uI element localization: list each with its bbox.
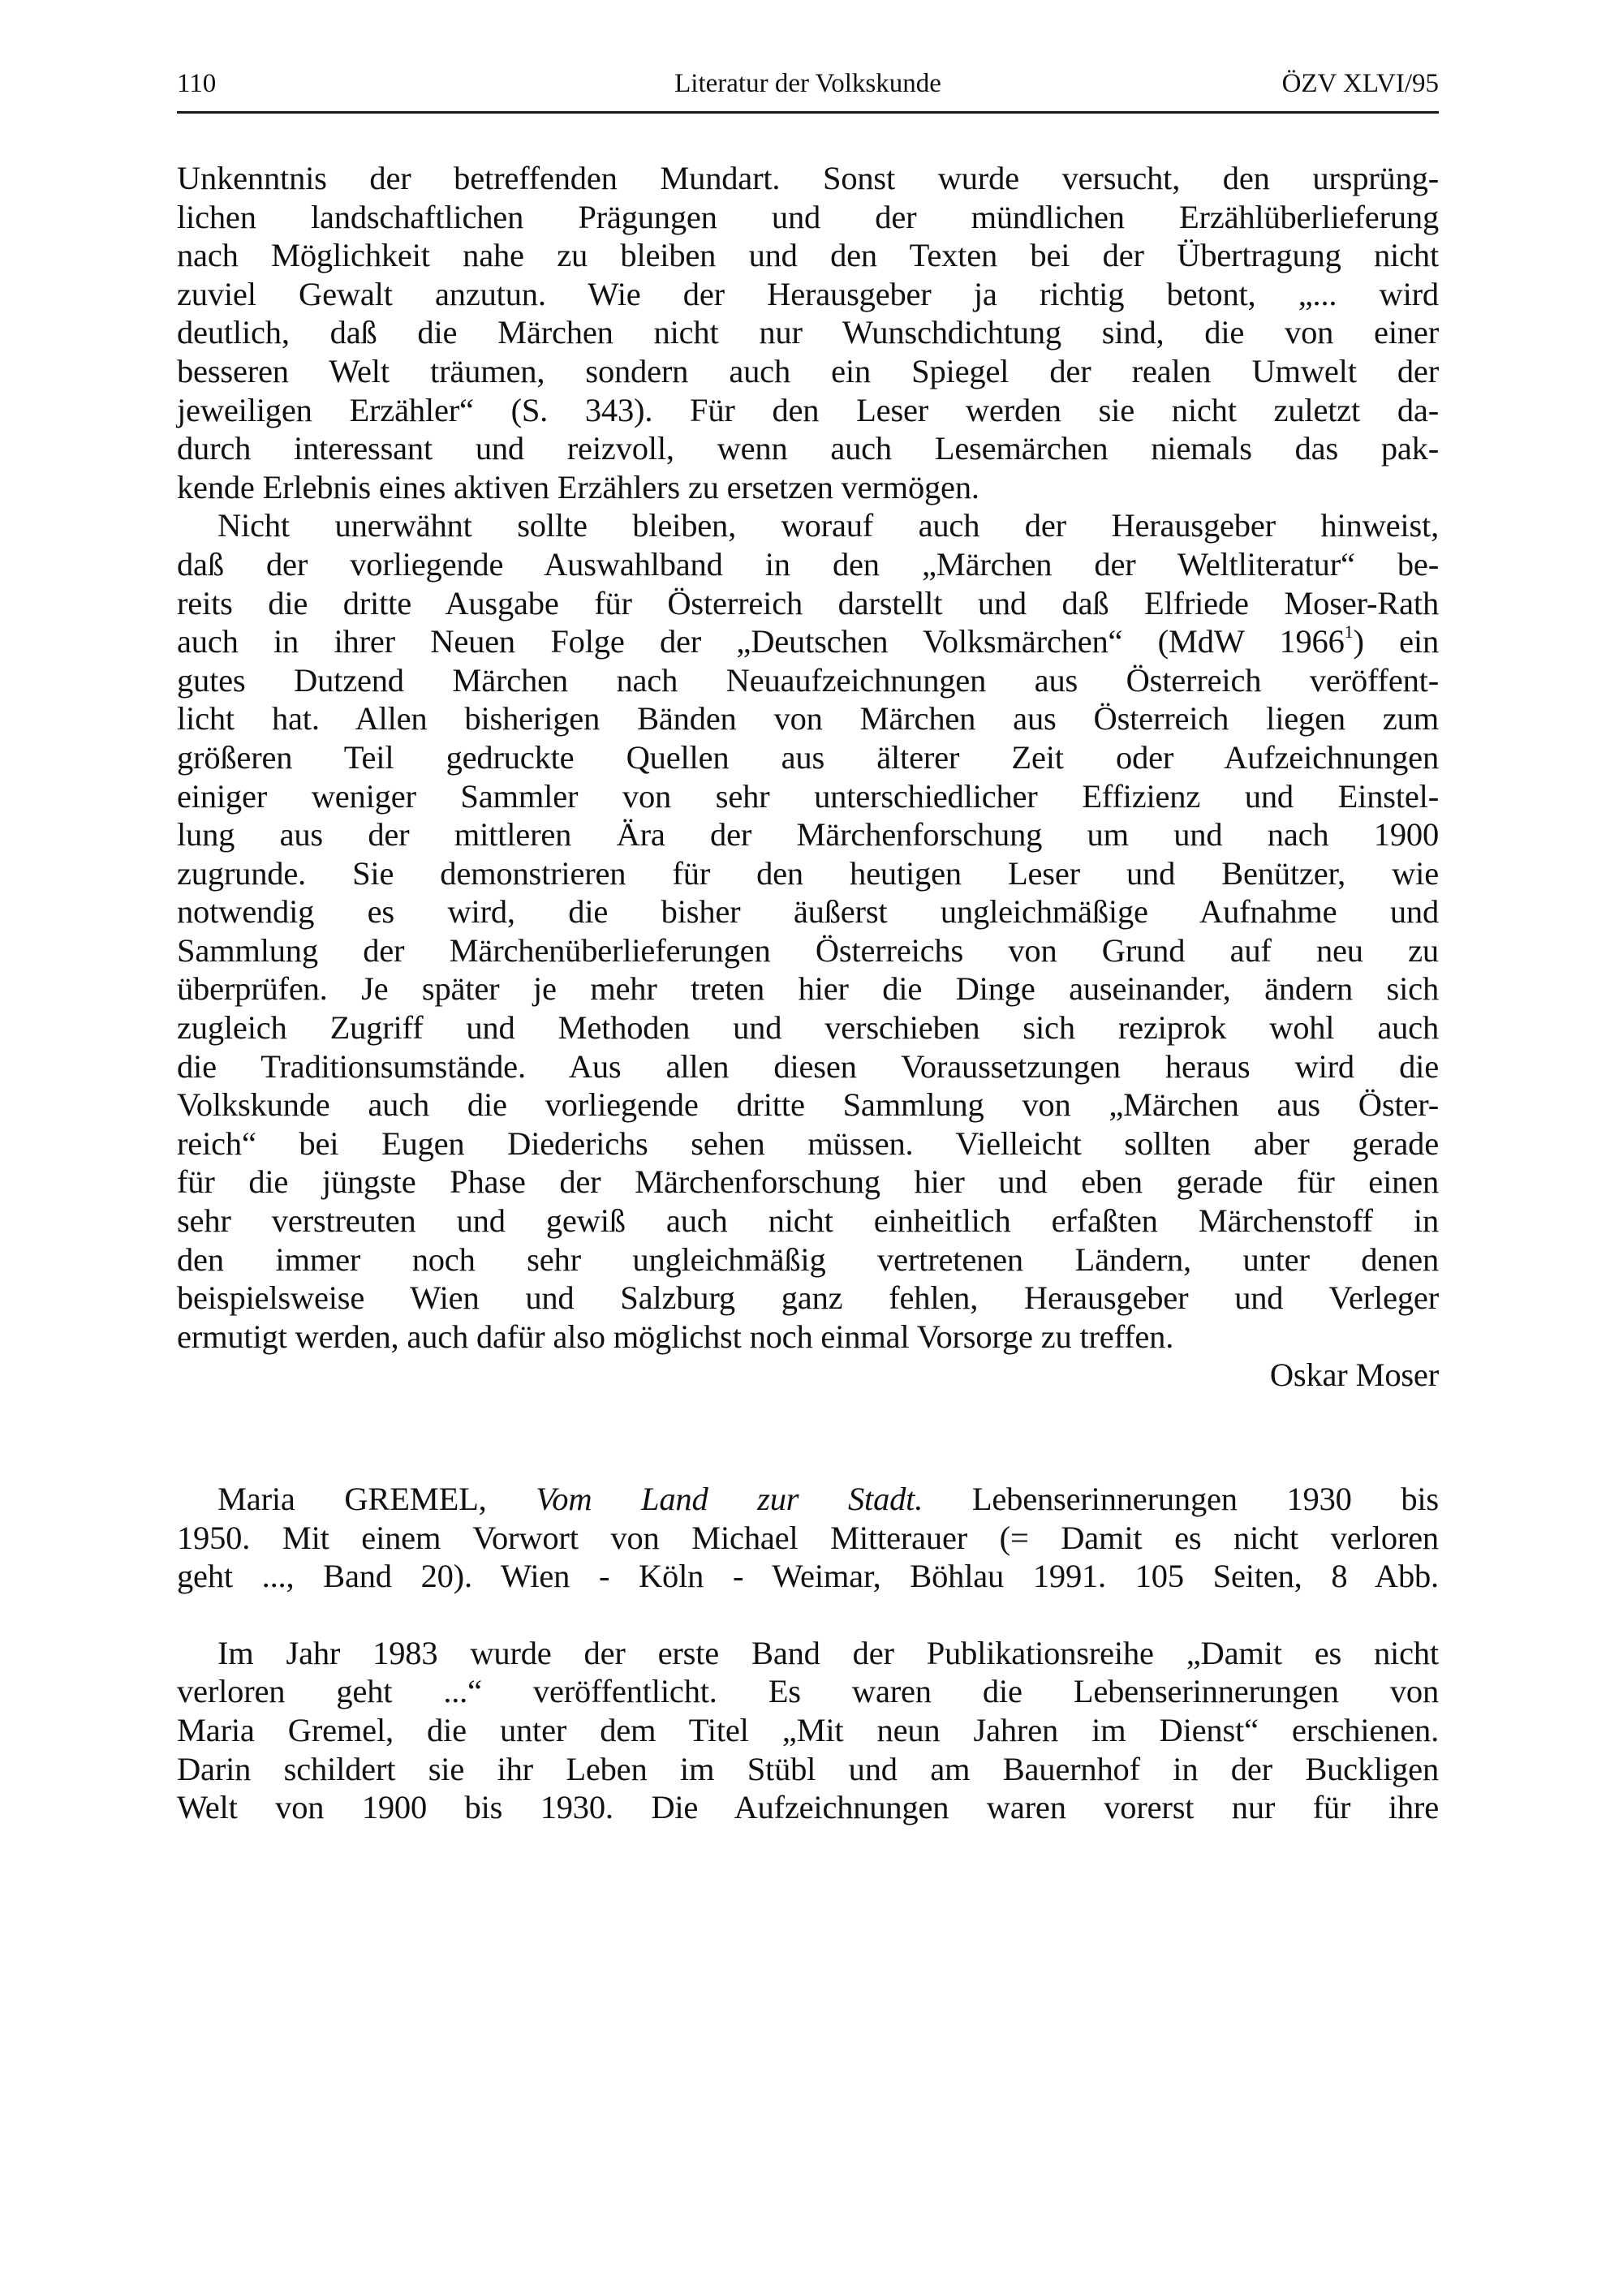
page-number: 110 bbox=[177, 69, 217, 98]
text-line: notwendig es wird, die bisher äußerst ungleichmäßige Aufnahme und bbox=[177, 893, 1439, 931]
header-rule bbox=[177, 111, 1439, 114]
text-line: einiger weniger Sammler von sehr unterschiedlicher Effizienz und Einstel- bbox=[177, 777, 1439, 815]
paragraph-2 bbox=[177, 506, 1439, 1356]
section-spacer bbox=[177, 1596, 1439, 1634]
text-line: Welt von 1900 bis 1930. Die Aufzeichnungen waren vorerst nur für ihre bbox=[177, 1789, 1439, 1826]
paragraph-review-text bbox=[177, 1634, 1439, 1827]
citation-subtitle: Lebenserinnerungen 1930 bis bbox=[923, 1481, 1439, 1517]
citation-line: geht ..., Band 20). Wien - Köln - Weimar, Böhlau 1991. 105 Seiten, 8 Abb. bbox=[177, 1558, 1439, 1595]
review-oskar-moser bbox=[177, 159, 1439, 1395]
text-line: für die jüngste Phase der Märchenforschung hier und eben gerade für einen bbox=[177, 1163, 1439, 1201]
text-line: verloren geht ...“ veröffentlicht. Es waren die Lebenserinnerungen von bbox=[177, 1673, 1439, 1710]
text-line: kende Erlebnis eines aktiven Erzählers zu ersetzen vermögen. bbox=[177, 468, 979, 505]
text-line: Sammlung der Märchenüberlieferungen Österreichs von Grund auf neu zu bbox=[177, 931, 1439, 969]
text-line: besseren Welt träumen, sondern auch ein Spiegel der realen Umwelt der bbox=[177, 352, 1439, 389]
journal-reference: ÖZV XLVI/95 bbox=[1281, 69, 1439, 98]
text-line: lung aus der mittleren Ära der Märchenforschung um und nach 1900 bbox=[177, 816, 1439, 853]
text-line: den immer noch sehr ungleichmäßig vertretenen Ländern, unter denen bbox=[177, 1240, 1439, 1278]
footnote-marker[interactable]: 1 bbox=[1344, 621, 1354, 643]
text-line: reich“ bei Eugen Diederichs sehen müssen. Vielleicht sollten aber gerade bbox=[177, 1124, 1439, 1162]
text-segment: ) ein bbox=[1353, 623, 1439, 660]
text-line: Volkskunde auch die vorliegende dritte Sammlung von „Märchen aus Öster- bbox=[177, 1086, 1439, 1124]
text-line: zuviel Gewalt anzutun. Wie der Herausgeber ja richtig betont, „... wird bbox=[177, 275, 1439, 312]
text-line: jeweiligen Erzähler“ (S. 343). Für den Leser werden sie nicht zuletzt da- bbox=[177, 391, 1439, 428]
body-text bbox=[177, 159, 1439, 1827]
text-line: deutlich, daß die Märchen nicht nur Wunschdichtung sind, die von einer bbox=[177, 314, 1439, 351]
text-line: größeren Teil gedruckte Quellen aus älterer Zeit oder Aufzeichnungen bbox=[177, 738, 1439, 776]
text-line: nach Möglichkeit nahe zu bleiben und den Texten bei der Übertragung nicht bbox=[177, 237, 1439, 274]
bibliographic-citation bbox=[177, 1480, 1439, 1596]
text-line: Maria Gremel, die unter dem Titel „Mit neun Jahren im Dienst“ erschienen. bbox=[177, 1711, 1439, 1748]
text-line: Nicht unerwähnt sollte bleiben, worauf auch der Herausgeber hinweist, bbox=[217, 507, 1439, 544]
paragraph-1 bbox=[177, 159, 1439, 506]
page-header bbox=[177, 63, 1439, 104]
text-line: reits die dritte Ausgabe für Österreich darstellt und daß Elfriede Moser-Rath bbox=[177, 584, 1439, 621]
running-title: Literatur der Volkskunde bbox=[674, 69, 941, 98]
text-segment: auch in ihrer Neuen Folge der „Deutschen Volksmärchen“ (MdW 1966 bbox=[177, 623, 1345, 660]
text-line: zugrunde. Sie demonstrieren für den heutigen Leser und Benützer, wie bbox=[177, 854, 1439, 892]
text-line: die Traditionsumstände. Aus allen diesen Voraussetzungen heraus wird die bbox=[177, 1047, 1439, 1085]
text-line: beispielsweise Wien und Salzburg ganz fehlen, Herausgeber und Verleger bbox=[177, 1279, 1439, 1317]
text-line: gutes Dutzend Märchen nach Neuaufzeichnungen aus Österreich veröffent- bbox=[177, 661, 1439, 699]
review-gremel bbox=[177, 1480, 1439, 1827]
text-line: ermutigt werden, auch dafür also möglichst noch einmal Vorsorge zu treffen. bbox=[177, 1318, 1174, 1355]
text-line: Im Jahr 1983 wurde der erste Band der Publikationsreihe „Damit es nicht bbox=[217, 1634, 1439, 1671]
text-line: lichen landschaftlichen Prägungen und der mündlichen Erzählüberlieferung bbox=[177, 198, 1439, 235]
text-line: zugleich Zugriff und Methoden und verschieben sich reziprok wohl auch bbox=[177, 1009, 1439, 1047]
text-line: Unkenntnis der betreffenden Mundart. Sonst wurde versucht, den ursprüng- bbox=[177, 160, 1439, 196]
citation-line: 1950. Mit einem Vorwort von Michael Mitterauer (= Damit es nicht verloren bbox=[177, 1519, 1439, 1556]
text-line: Darin schildert sie ihr Leben im Stübl und am Bauernhof in der Buckligen bbox=[177, 1750, 1439, 1787]
citation-line bbox=[177, 1480, 1439, 1519]
citation-author: Maria GREMEL, bbox=[217, 1481, 536, 1517]
text-line: daß der vorliegende Auswahlband in den „Märchen der Weltliteratur“ be- bbox=[177, 545, 1439, 583]
citation-title: Vom Land zur Stadt. bbox=[536, 1481, 923, 1517]
section-spacer bbox=[177, 1395, 1439, 1480]
text-line-with-footnote bbox=[177, 622, 1439, 661]
text-line: sehr verstreuten und gewiß auch nicht einheitlich erfaßten Märchenstoff in bbox=[177, 1202, 1439, 1240]
reviewer-signature: Oskar Moser bbox=[1269, 1357, 1439, 1394]
text-line: überprüfen. Je später je mehr treten hier die Dinge auseinander, ändern sich bbox=[177, 970, 1439, 1008]
text-line: licht hat. Allen bisherigen Bänden von Märchen aus Österreich liegen zum bbox=[177, 700, 1439, 737]
text-line: durch interessant und reizvoll, wenn auch Lesemärchen niemals das pak- bbox=[177, 430, 1439, 467]
